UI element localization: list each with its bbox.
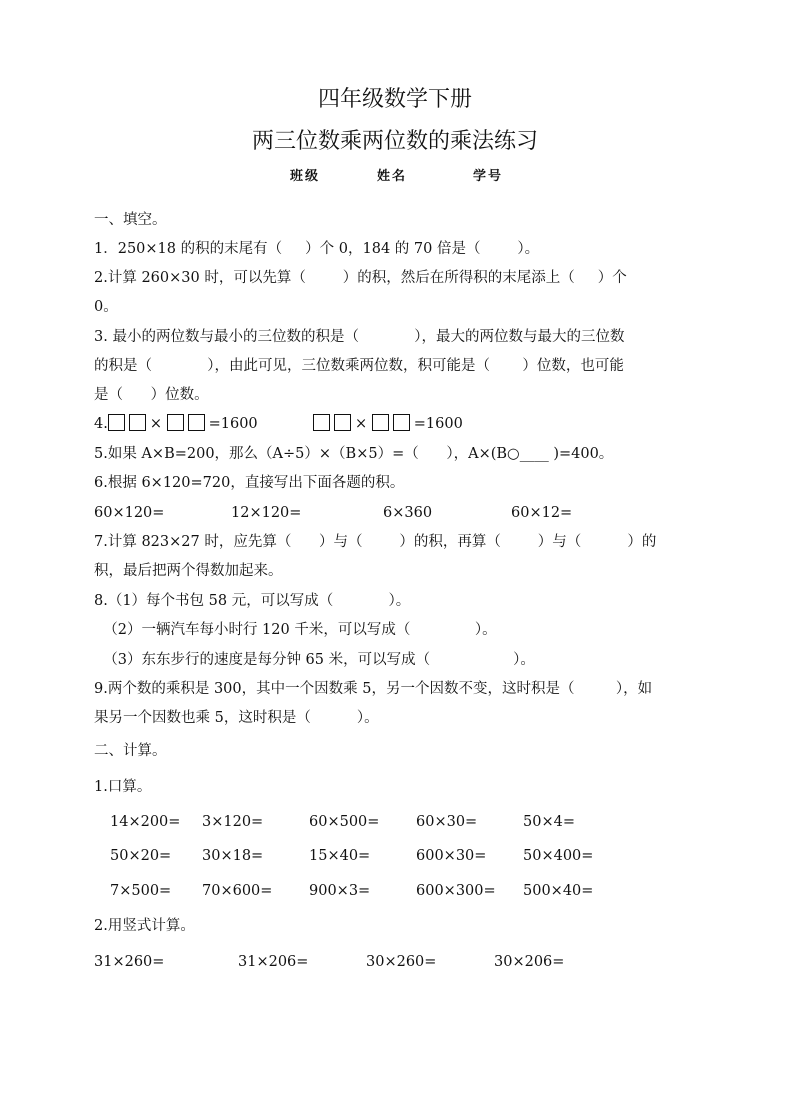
question-8-part2: （2）一辆汽车每小时行 120 千米，可以写成（ ）。 [94, 622, 497, 638]
blank-box [393, 414, 410, 431]
section2-heading: 二、计算。 [94, 743, 167, 759]
question-3-line2: 的积是（ ），由此可见，三位数乘两位数，积可能是（ ）位数，也可能 [94, 358, 624, 374]
oral-item: 50×400= [523, 848, 594, 864]
question-4 [94, 414, 463, 434]
oral-row [0, 846, 790, 866]
vertical-calc-heading: 2.用竖式计算。 [94, 918, 195, 934]
oral-item: 14×200= [110, 814, 181, 830]
oral-row [0, 812, 790, 832]
q6-item: 12×120= [231, 505, 302, 521]
q6-item: 6×360 [383, 505, 433, 521]
question-4-number: 4. [94, 416, 108, 432]
oral-item: 60×30= [416, 814, 478, 830]
question-2-line2: 0。 [94, 299, 118, 315]
oral-item: 30×18= [202, 848, 264, 864]
question-8-part1: 8.（1）每个书包 58 元，可以写成（ ）。 [94, 593, 411, 609]
class-label: 班级 [290, 169, 321, 184]
blank-box [167, 414, 184, 431]
q6-item: 60×12= [511, 505, 573, 521]
question-4-result: =1600 [208, 416, 258, 432]
question-9-line1: 9.两个数的乘积是 300，其中一个因数乘 5，另一个因数不变，这时积是（ ），如 [94, 681, 653, 697]
question-6-items [0, 503, 790, 523]
question-6: 6.根据 6×120=720，直接写出下面各题的积。 [94, 475, 405, 491]
question-2-line1: 2.计算 260×30 时，可以先算（ ）的积，然后在所得积的末尾添上（ ）个 [94, 270, 627, 286]
oral-item: 70×600= [202, 883, 273, 899]
question-1: 1．250×18 的积的末尾有（ ）个 0，184 的 70 倍是（ ）。 [94, 241, 540, 257]
oral-item: 60×500= [309, 814, 380, 830]
times-sign: × [354, 416, 368, 432]
blank-box [129, 414, 146, 431]
oral-item: 3×120= [202, 814, 264, 830]
oral-item: 500×40= [523, 883, 594, 899]
oral-item: 7×500= [110, 883, 172, 899]
oral-calc-heading: 1.口算。 [94, 779, 152, 795]
question-3-line1: 3. 最小的两位数与最小的三位数的积是（ ），最大的两位数与最大的三位数 [94, 329, 625, 345]
blank-box [313, 414, 330, 431]
vertical-item: 30×206= [494, 954, 565, 970]
question-5: 5.如果 A×B=200，那么（A÷5）×（B×5）=（ ），A×(B○____ )=400。 [94, 446, 614, 462]
oral-row [0, 881, 790, 901]
blank-box [108, 414, 125, 431]
q6-item: 60×120= [94, 505, 165, 521]
question-7-line2: 积，最后把两个得数加起来。 [94, 563, 283, 579]
vertical-item: 31×206= [238, 954, 309, 970]
oral-item: 15×40= [309, 848, 371, 864]
page-title: 四年级数学下册 [317, 87, 472, 112]
question-9-line2: 果另一个因数也乘 5，这时积是（ ）。 [94, 710, 379, 726]
blank-box [188, 414, 205, 431]
oral-item: 50×20= [110, 848, 172, 864]
blank-box [334, 414, 351, 431]
oral-item: 900×3= [309, 883, 371, 899]
question-4-result: =1600 [413, 416, 463, 432]
blank-box [372, 414, 389, 431]
times-sign: × [149, 416, 162, 432]
number-label: 学号 [473, 169, 504, 184]
page-subtitle: 两三位数乘两位数的乘法练习 [251, 129, 538, 154]
vertical-item: 30×260= [366, 954, 437, 970]
question-8-part3: （3）东东步行的速度是每分钟 65 米，可以写成（ ）。 [94, 652, 535, 668]
oral-item: 600×300= [416, 883, 496, 899]
oral-item: 600×30= [416, 848, 487, 864]
vertical-item: 31×260= [94, 954, 165, 970]
question-7-line1: 7.计算 823×27 时，应先算（ ）与（ ）的积，再算（ ）与（ ）的 [94, 534, 657, 550]
name-label: 姓名 [377, 169, 408, 184]
question-3-line3: 是（ ）位数。 [94, 387, 209, 403]
section1-heading: 一、填空。 [94, 212, 167, 228]
oral-item: 50×4= [523, 814, 575, 830]
vertical-calc-row [0, 952, 790, 972]
